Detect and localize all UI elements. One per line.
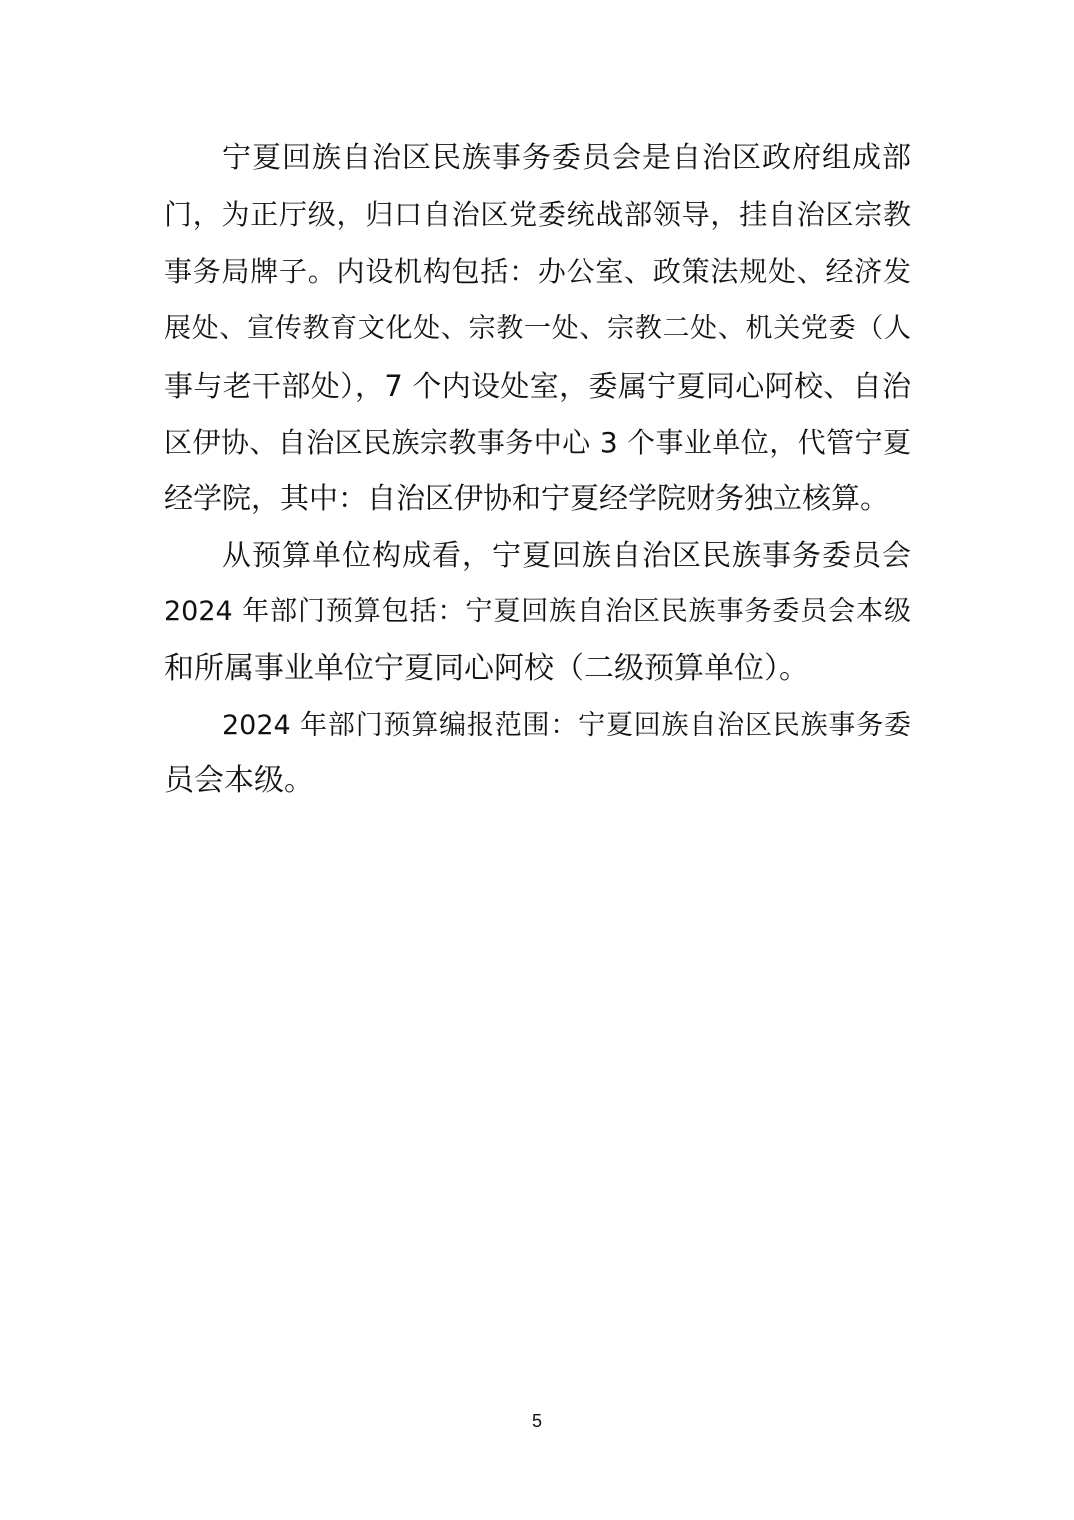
- paragraph-line: 经学院，其中：自治区伊协和宁夏经学院财务独立核算。: [164, 481, 890, 515]
- paragraph-line: 区伊协、自治区民族宗教事务中心 3 个事业单位，代管宁夏: [164, 426, 911, 459]
- page-number: 5: [531, 1411, 542, 1431]
- paragraph-line: 宁夏回族自治区民族事务委员会是自治区政府组成部: [222, 140, 911, 174]
- paragraph-line: 事与老干部处），7 个内设处室，委属宁夏同心阿校、自治: [164, 369, 911, 403]
- paragraph-line: 展处、宣传教育文化处、宗教一处、宗教二处、机关党委（人: [164, 313, 911, 344]
- paragraph-line: 从预算单位构成看，宁夏回族自治区民族事务委员会: [222, 538, 911, 572]
- paragraph-line: 2024 年部门预算编报范围：宁夏回族自治区民族事务委: [222, 710, 911, 741]
- paragraph-line: 2024 年部门预算包括：宁夏回族自治区民族事务委员会本级: [164, 596, 911, 627]
- paragraph-line: 员会本级。: [164, 763, 314, 798]
- paragraph-line: 门，为正厅级，归口自治区党委统战部领导，挂自治区宗教: [164, 198, 911, 231]
- paragraph-line: 事务局牌子。内设机构包括：办公室、政策法规处、经济发: [164, 255, 911, 288]
- paragraph-line: 和所属事业单位宁夏同心阿校（二级预算单位）。: [164, 651, 809, 686]
